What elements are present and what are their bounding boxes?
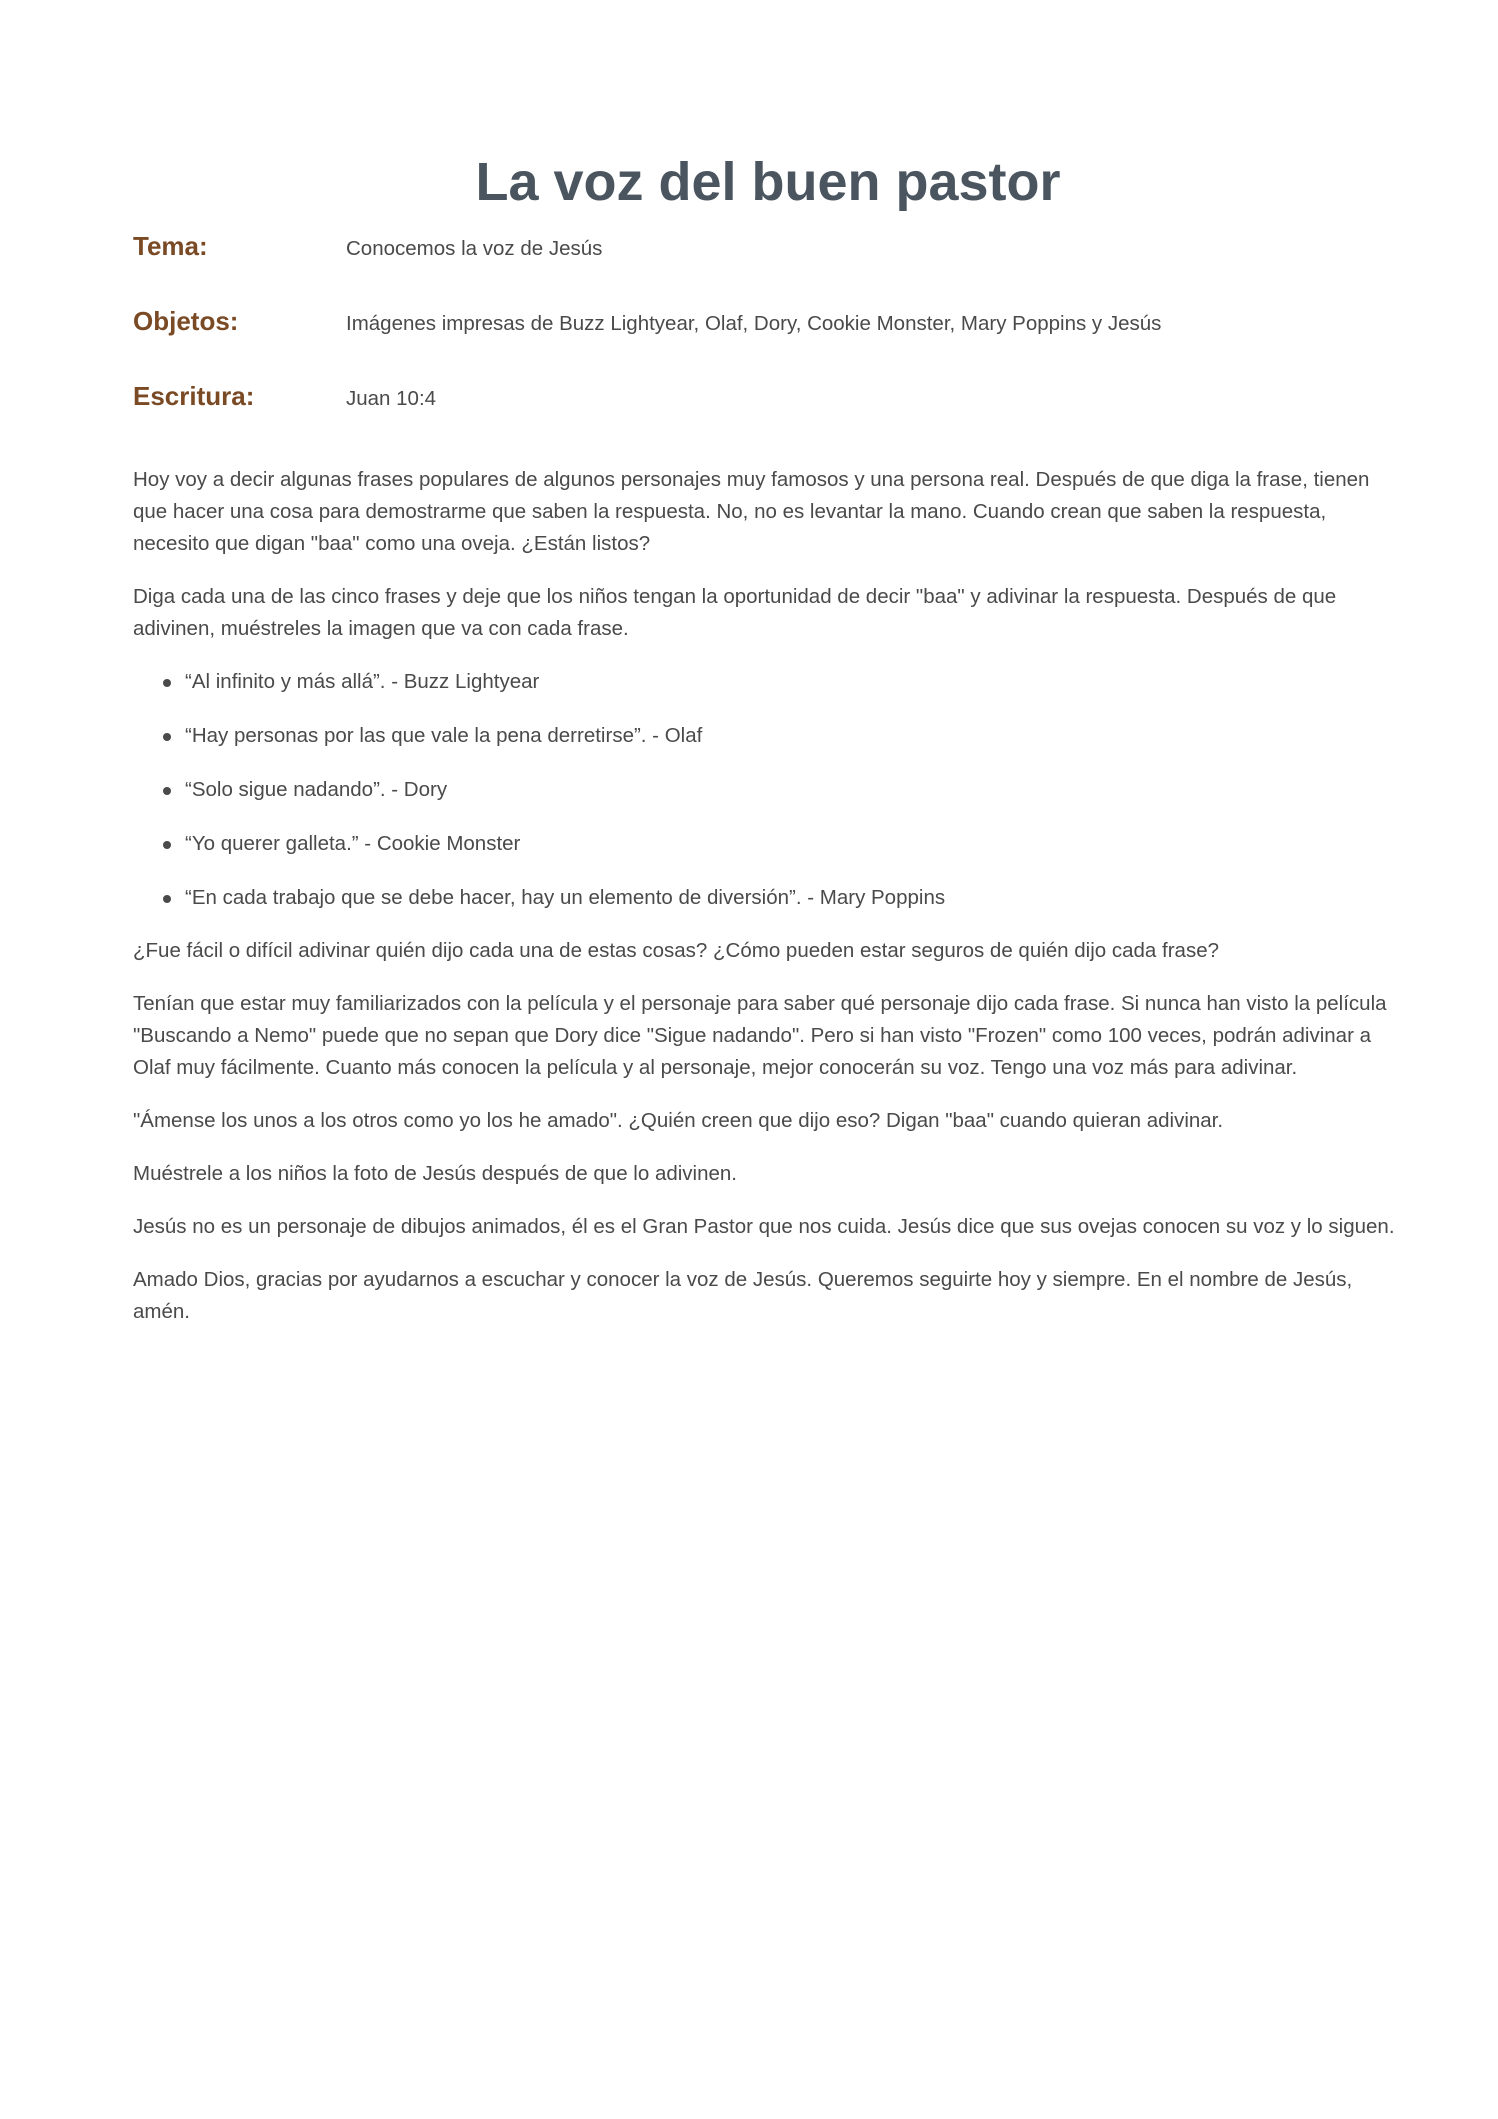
meta-row-objetos [133,306,1403,381]
quote-text: “Yo querer galleta.” - Cookie Monster [185,831,521,855]
quotes-list [133,666,1403,914]
explanation-paragraph: Tenían que estar muy familiarizados con la película y el personaje para saber qué personaje dijo cada frase. Si nunca han visto la película "Buscando a Nemo" puede que no sepan que Dory dice "Sigue nadando". Pero si han visto "Frozen" como 100 veces, podrán adivinar a Olaf muy fácilmente. Cuanto más conocen la película y al personaje, mejor conocerán su voz. Tengo una voz más para adivinar. [133,991,1387,1079]
meta-label-escritura: Escritura: [133,380,255,411]
document-page [133,150,1403,1349]
quote-text: “En cada trabajo que se debe hacer, hay un elemento de diversión”. - Mary Poppins [185,885,946,909]
meta-value-tema: Conocemos la voz de Jesús [346,236,603,260]
meta-value-escritura: Juan 10:4 [346,386,437,410]
bullet-icon [163,787,171,795]
meta-value-objetos: Imágenes impresas de Buzz Lightyear, Olaf, Dory, Cookie Monster, Mary Poppins y Jesús [346,311,1162,335]
prayer-paragraph: Amado Dios, gracias por ayudarnos a escuchar y conocer la voz de Jesús. Queremos seguirte hoy y siempre. En el nombre de Jesús, amén. [133,1267,1353,1323]
list-item [185,882,1403,914]
shepherd-paragraph: Jesús no es un personaje de dibujos animados, él es el Gran Pastor que nos cuida. Jesús dice que sus ovejas conocen su voz y lo siguen. [133,1214,1395,1238]
instruction-paragraph: Diga cada una de las cinco frases y deje que los niños tengan la oportunidad de decir "baa" y adivinar la respuesta. Después de que adivinen, muéstreles la imagen que va con cada frase. [133,584,1337,640]
bullet-icon [163,733,171,741]
lesson-meta [133,231,1403,456]
show-photo-paragraph: Muéstrele a los niños la foto de Jesús después de que lo adivinen. [133,1161,737,1185]
list-item [185,720,1403,752]
intro-paragraph: Hoy voy a decir algunas frases populares de algunos personajes muy famosos y una persona real. Después de que diga la frase, tienen que hacer una cosa para demostrarme que saben la respuesta. No, no es levantar la mano. Cuando crean que saben la respuesta, necesito que digan "baa" como una oveja. ¿Están listos? [133,467,1370,555]
meta-label-objetos: Objetos: [133,305,239,336]
list-item [185,774,1403,806]
quote-text: “Al infinito y más allá”. - Buzz Lightyear [185,669,540,693]
meta-row-tema [133,231,1403,306]
final-quote-paragraph: "Ámense los unos a los otros como yo los he amado". ¿Quién creen que dijo eso? Digan "baa" cuando quieran adivinar. [133,1108,1224,1132]
bullet-icon [163,679,171,687]
question-paragraph: ¿Fue fácil o difícil adivinar quién dijo cada una de estas cosas? ¿Cómo pueden estar seguros de quién dijo cada frase? [133,938,1220,962]
list-item [185,666,1403,698]
meta-label-tema: Tema: [133,230,208,261]
bullet-icon [163,841,171,849]
page-title: La voz del buen pastor [475,152,1061,212]
quote-text: “Solo sigue nadando”. - Dory [185,777,448,801]
meta-row-escritura [133,381,1403,456]
list-item [185,828,1403,860]
bullet-icon [163,895,171,903]
lesson-body [133,464,1403,1328]
quote-text: “Hay personas por las que vale la pena derretirse”. - Olaf [185,723,703,747]
